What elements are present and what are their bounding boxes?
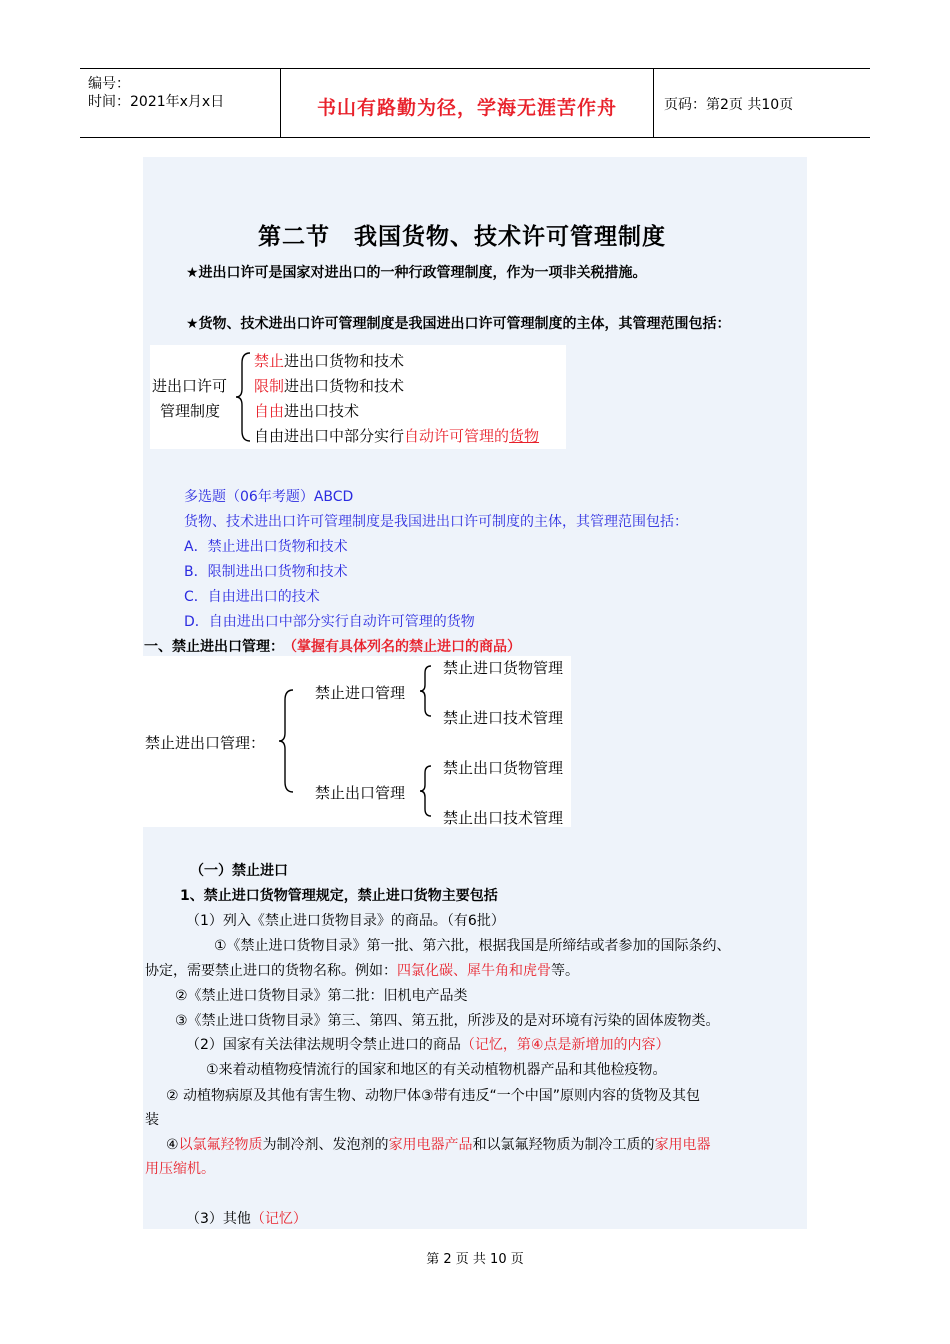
motto: 书山有路勤为径，学海无涯苦作舟 bbox=[316, 97, 617, 119]
diagram2-import-goods: 禁止进口货物管理 bbox=[443, 659, 564, 677]
sub1-law-2-line2: 装 bbox=[145, 1112, 159, 1128]
question-option-d: D．自由进出口中部分实行自动许可管理的货物 bbox=[184, 614, 475, 630]
header-middle-cell bbox=[281, 69, 654, 137]
sub1-catalog-2: ②《禁止进口货物目录》第二批：旧机电产品类 bbox=[175, 988, 468, 1004]
part1-heading: 一、禁止进出口管理： （掌握有具体列名的禁止进口的商品） bbox=[144, 639, 521, 655]
diagram1-item-auto-license: 自由进出口中部分实行自动许可管理的货物 bbox=[254, 427, 540, 445]
code-label: 编号： bbox=[88, 76, 130, 92]
diagram1-item-prohibited: 禁止进出口货物和技术 bbox=[254, 352, 405, 370]
diagram2-root-brace bbox=[277, 688, 297, 794]
question-option-c: C．自由进出口的技术 bbox=[184, 589, 320, 605]
header-left-cell bbox=[80, 69, 281, 137]
diagram2-root: 禁止进出口管理： bbox=[145, 734, 266, 752]
sub1-heading: （一）禁止进口 bbox=[190, 863, 288, 879]
diagram2-export-brace bbox=[419, 764, 435, 818]
sub1-catalog-1-line1: ①《禁止进口货物目录》第一批、第六批，根据我国是所缔结或者参加的国际条约、 bbox=[214, 938, 731, 954]
diagram1-label-line1: 进出口许可 bbox=[152, 377, 228, 395]
question-stem: 货物、技术进出口许可管理制度是我国进出口许可制度的主体，其管理范围包括： bbox=[184, 514, 688, 530]
question-header: 多选题（06年考题）ABCD bbox=[184, 489, 354, 505]
diagram2-export: 禁止出口管理 bbox=[315, 784, 406, 802]
diagram1-item-free: 自由进出口技术 bbox=[254, 402, 360, 420]
sub1-law-2-line1: ② 动植物病原及其他有害生物、动物尸体③带有违反“一个中国”原则内容的货物及其包 bbox=[166, 1088, 701, 1104]
header-right-cell bbox=[654, 69, 870, 137]
diagram2-import-brace bbox=[419, 664, 435, 718]
page-label: 页码：第2页 共10页 bbox=[664, 97, 794, 113]
diagram2-export-goods: 禁止出口货物管理 bbox=[443, 759, 564, 777]
page-footer: 第 2 页 共 10 页 bbox=[426, 1252, 524, 1267]
diagram2-import: 禁止进口管理 bbox=[315, 684, 406, 702]
diagram1-brace bbox=[234, 351, 254, 443]
question-option-a: A．禁止进出口货物和技术 bbox=[184, 539, 348, 555]
license-scope-diagram bbox=[150, 345, 566, 449]
sub1-item3: （3）其他（记忆） bbox=[186, 1211, 307, 1227]
section-title: 第二节 我国货物、技术许可管理制度 bbox=[258, 224, 666, 250]
header-table bbox=[80, 68, 870, 138]
sub1-item1: （1）列入《禁止进口货物目录》的商品。（有6批） bbox=[186, 913, 505, 929]
intro-paragraph-2: ★货物、技术进出口许可管理制度是我国进出口许可管理制度的主体，其管理范围包括： bbox=[186, 316, 731, 332]
sub1-law-4-line2: 用压缩机。 bbox=[145, 1161, 215, 1177]
sub1-catalog-3: ③《禁止进口货物目录》第三、第四、第五批，所涉及的是对环境有污染的固体废物类。 bbox=[175, 1013, 720, 1029]
diagram2-export-tech: 禁止出口技术管理 bbox=[443, 809, 564, 827]
question-option-b: B．限制进出口货物和技术 bbox=[184, 564, 348, 580]
prohibition-diagram bbox=[143, 656, 571, 827]
sub1-rule: 1、禁止进口货物管理规定，禁止进口货物主要包括 bbox=[180, 888, 498, 904]
intro-paragraph-1: ★进出口许可是国家对进出口的一种行政管理制度，作为一项非关税措施。 bbox=[186, 265, 647, 281]
diagram2-import-tech: 禁止进口技术管理 bbox=[443, 709, 564, 727]
date-label: 时间：2021年x月x日 bbox=[88, 94, 225, 110]
diagram1-item-restricted: 限制进出口货物和技术 bbox=[254, 377, 405, 395]
sub1-item2: （2）国家有关法律法规明令禁止进口的商品（记忆，第④点是新增加的内容） bbox=[186, 1037, 670, 1053]
diagram1-label-line2: 管理制度 bbox=[160, 402, 221, 420]
sub1-law-4-line1: ④以氯氟羟物质为制冷剂、发泡剂的家用电器产品和以氯氟羟物质为制冷工质的家用电器 bbox=[166, 1137, 711, 1153]
sub1-catalog-1-line2: 协定，需要禁止进口的货物名称。例如：四氯化碳、犀牛角和虎骨等。 bbox=[145, 963, 579, 979]
sub1-law-1: ①来着动植物疫情流行的国家和地区的有关动植物机器产品和其他检疫物。 bbox=[206, 1062, 667, 1078]
